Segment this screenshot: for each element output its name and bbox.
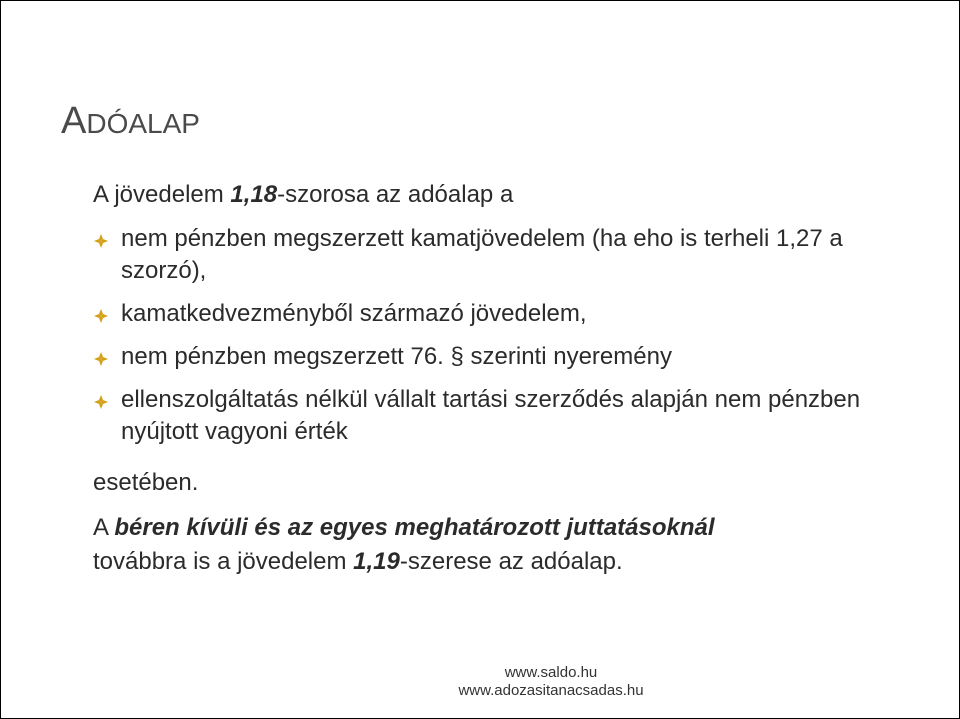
bullet-list — [93, 223, 923, 448]
intro-after: -szorosa az adóalap a — [277, 181, 514, 208]
intro-before: A jövedelem — [93, 181, 231, 208]
closing-emphasis: béren kívüli és az egyes meghatározott juttatásoknál — [114, 514, 715, 541]
list-item — [93, 341, 923, 373]
closing-prefix: A — [93, 514, 115, 541]
closing-before: továbbra is a jövedelem — [93, 548, 354, 575]
closing-paragraph — [93, 511, 715, 579]
footer-link-adozasitanacsadas[interactable]: www.adozasitanacsadas.hu — [458, 682, 644, 699]
intro-multiplier: 1,18 — [230, 181, 278, 208]
diamond-bullet-icon — [93, 351, 109, 367]
closing-after: -szerese az adóalap. — [399, 548, 623, 575]
title-rest: DÓALAP — [86, 108, 200, 139]
intro-line — [93, 179, 513, 211]
slide-title — [61, 99, 200, 146]
diamond-bullet-icon — [93, 308, 109, 324]
after-list-text: esetében. — [93, 469, 199, 496]
bullet-text: nem pénzben megszerzett kamatjövedelem (ha eho is terheli 1,27 a szorzó), — [121, 225, 843, 284]
closing-multiplier: 1,19 — [353, 548, 400, 575]
footer-link-saldo[interactable]: www.saldo.hu — [504, 664, 598, 681]
list-item — [93, 223, 923, 287]
diamond-bullet-icon — [93, 394, 109, 410]
bullet-text: kamatkedvezményből származó jövedelem, — [121, 300, 587, 327]
bullet-text: nem pénzben megszerzett 76. § szerinti nyeremény — [121, 343, 672, 370]
bullet-text: ellenszolgáltatás nélkül vállalt tartási szerződés alapján nem pénzben nyújtott vagyoni érték — [121, 386, 861, 445]
list-item — [93, 384, 923, 448]
title-initial: A — [61, 100, 87, 142]
diamond-bullet-icon — [93, 233, 109, 249]
list-item — [93, 298, 923, 330]
closing-line-1 — [93, 511, 715, 545]
closing-line-2 — [93, 545, 715, 579]
